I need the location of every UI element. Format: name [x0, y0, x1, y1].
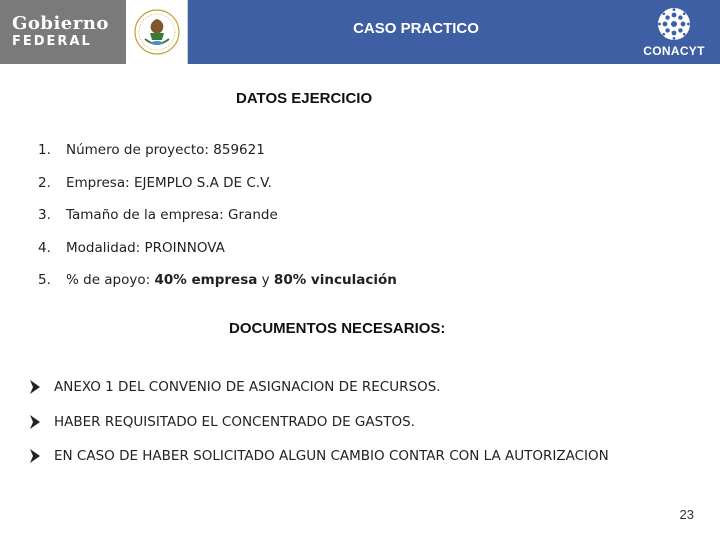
conacyt-name: CONACYT — [643, 44, 705, 58]
item-value: EJEMPLO S.A DE C.V. — [133, 174, 272, 191]
mexican-coat-of-arms-icon — [132, 6, 182, 58]
item-value: Grande — [228, 207, 278, 223]
list-item — [38, 205, 397, 238]
list-item — [38, 270, 397, 303]
support-company-pct: 40% empresa — [154, 272, 258, 288]
item-label: % de apoyo: — [66, 272, 155, 288]
conacyt-logo — [634, 6, 714, 60]
item-label: Modalidad: — [66, 239, 145, 256]
required-documents-title: DOCUMENTOS NECESARIOS: — [229, 320, 446, 337]
list-item — [38, 238, 397, 271]
gov-logo-line1: Gobierno — [12, 13, 109, 34]
list-item — [28, 405, 609, 440]
support-linkage-pct: 80% vinculación — [273, 272, 397, 288]
item-number: 5. — [38, 272, 51, 288]
exercise-data-list — [38, 140, 397, 303]
slide-header — [0, 0, 720, 64]
list-item — [38, 140, 397, 173]
item-number: 4. — [38, 239, 51, 256]
gov-logo-line2: FEDERAL — [12, 34, 92, 49]
list-item — [28, 370, 609, 405]
slide-title: CASO PRACTICO — [353, 20, 479, 37]
required-documents-list — [28, 370, 609, 474]
document-item-text: HABER REQUISITADO EL CONCENTRADO DE GASTOS. — [54, 413, 415, 430]
seal-panel — [126, 0, 188, 64]
arrow-bullet-icon — [28, 377, 54, 397]
arrow-bullet-icon — [28, 446, 54, 466]
list-item — [38, 173, 397, 206]
arrow-bullet-icon — [28, 412, 54, 432]
item-connector: y — [257, 272, 274, 288]
item-number: 2. — [38, 174, 51, 191]
document-item-text: ANEXO 1 DEL CONVENIO DE ASIGNACION DE RECURSOS. — [54, 379, 441, 396]
conacyt-sphere-icon — [656, 6, 692, 42]
item-number: 3. — [38, 207, 51, 223]
page-number: 23 — [679, 507, 694, 522]
item-label: Empresa: — [66, 174, 134, 191]
document-item-text: EN CASO DE HABER SOLICITADO ALGUN CAMBIO CONTAR CON LA AUTORIZACION — [54, 448, 609, 465]
item-label: Tamaño de la empresa: — [66, 207, 229, 223]
exercise-data-title: DATOS EJERCICIO — [236, 90, 373, 107]
gobierno-federal-logo — [0, 0, 126, 64]
title-bar — [188, 0, 720, 64]
item-value: PROINNOVA — [144, 239, 225, 256]
item-number: 1. — [38, 142, 51, 158]
item-label: Número de proyecto: — [66, 142, 214, 158]
list-item — [28, 439, 609, 474]
item-value: 859621 — [213, 142, 265, 158]
